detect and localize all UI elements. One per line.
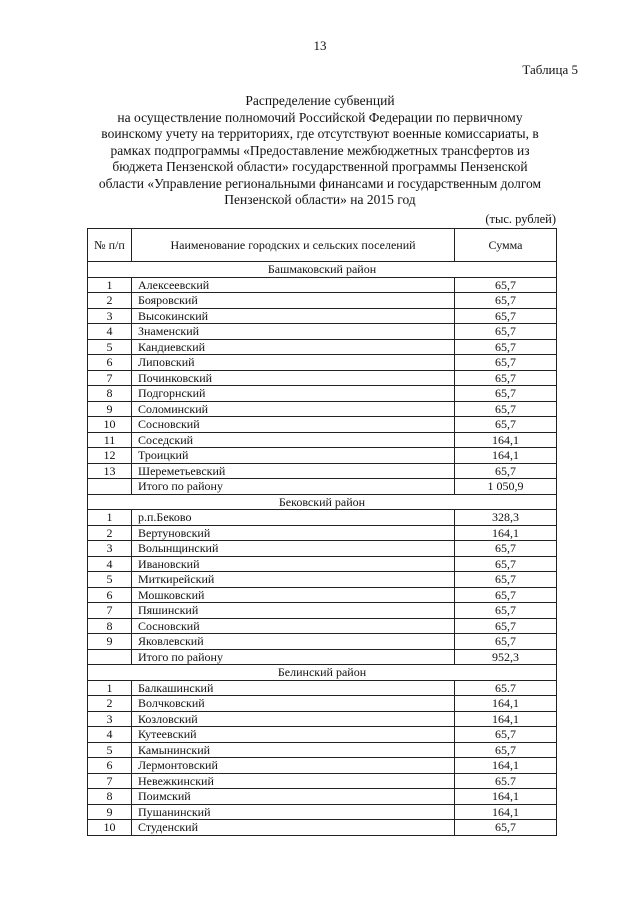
table-row [88, 696, 557, 712]
settlement-name: Итого по району [132, 649, 455, 665]
row-number: 11 [88, 432, 132, 448]
row-number: 4 [88, 324, 132, 340]
column-header-sum: Сумма [455, 229, 557, 262]
table-header-row [88, 229, 557, 262]
settlement-name: Балкашинский [132, 680, 455, 696]
table-row [88, 401, 557, 417]
column-header-num: № п/п [88, 229, 132, 262]
table-row [88, 572, 557, 588]
row-number: 3 [88, 541, 132, 557]
district-total-row [88, 479, 557, 495]
row-number: 6 [88, 587, 132, 603]
row-sum: 65,7 [455, 370, 557, 386]
table-row [88, 556, 557, 572]
table-row [88, 603, 557, 619]
row-sum: 65,7 [455, 401, 557, 417]
row-number: 10 [88, 417, 132, 433]
page-number: 13 [313, 38, 327, 53]
settlement-name: Волчковский [132, 696, 455, 712]
title-line: Распределение субвенций [245, 93, 395, 108]
row-sum: 65,7 [455, 386, 557, 402]
row-sum: 164,1 [455, 804, 557, 820]
settlement-name: Алексеевский [132, 277, 455, 293]
table-row [88, 293, 557, 309]
column-header-name: Наименование городских и сельских поселений [132, 229, 455, 262]
table-row [88, 339, 557, 355]
settlement-name: Бояровский [132, 293, 455, 309]
table-row [88, 773, 557, 789]
settlement-name: Высокинский [132, 308, 455, 324]
settlement-name: Невежкинский [132, 773, 455, 789]
table-label: Таблица 5 [522, 62, 578, 77]
settlement-name: Ивановский [132, 556, 455, 572]
row-number: 2 [88, 696, 132, 712]
row-sum: 65.7 [455, 773, 557, 789]
row-sum: 65,7 [455, 463, 557, 479]
row-number: 7 [88, 773, 132, 789]
row-number: 9 [88, 401, 132, 417]
title-line: Пензенской области» на 2015 год [224, 192, 416, 207]
row-number: 10 [88, 820, 132, 836]
row-number [88, 479, 132, 495]
row-sum: 164,1 [455, 432, 557, 448]
row-number: 12 [88, 448, 132, 464]
table-row [88, 432, 557, 448]
settlement-name: Пяшинский [132, 603, 455, 619]
table-row [88, 789, 557, 805]
row-sum: 65,7 [455, 587, 557, 603]
document-title [60, 93, 580, 209]
settlement-name: Шереметьевский [132, 463, 455, 479]
table-row [88, 324, 557, 340]
settlement-name: Студенский [132, 820, 455, 836]
row-number: 8 [88, 386, 132, 402]
row-sum: 65.7 [455, 680, 557, 696]
row-number: 8 [88, 618, 132, 634]
table-row [88, 541, 557, 557]
row-sum: 65,7 [455, 727, 557, 743]
settlement-name: Миткирейский [132, 572, 455, 588]
row-sum: 164,1 [455, 789, 557, 805]
settlement-name: р.п.Беково [132, 510, 455, 526]
table-row [88, 525, 557, 541]
settlement-name: Соседский [132, 432, 455, 448]
table-row [88, 804, 557, 820]
settlement-name: Сосновский [132, 618, 455, 634]
row-sum: 65,7 [455, 556, 557, 572]
settlement-name: Знаменский [132, 324, 455, 340]
table-row [88, 680, 557, 696]
settlement-name: Сосновский [132, 417, 455, 433]
row-number: 2 [88, 293, 132, 309]
table-row [88, 742, 557, 758]
table-row [88, 510, 557, 526]
row-number: 1 [88, 277, 132, 293]
table-row [88, 758, 557, 774]
row-sum: 65,7 [455, 308, 557, 324]
settlement-name: Подгорнский [132, 386, 455, 402]
table-row [88, 463, 557, 479]
table-row [88, 370, 557, 386]
row-sum: 65,7 [455, 324, 557, 340]
table-row [88, 711, 557, 727]
settlement-name: Козловский [132, 711, 455, 727]
district-header-row [88, 262, 557, 278]
row-number: 7 [88, 370, 132, 386]
row-number: 9 [88, 634, 132, 650]
row-sum: 164,1 [455, 758, 557, 774]
district-name: Белинский район [88, 665, 557, 681]
title-line: рамках подпрограммы «Предоставление межбюджетных трансфертов из [110, 142, 530, 158]
table-row [88, 277, 557, 293]
settlement-name: Яковлевский [132, 634, 455, 650]
row-sum: 65,7 [455, 572, 557, 588]
row-number: 5 [88, 742, 132, 758]
table-body [88, 262, 557, 836]
settlement-name: Починковский [132, 370, 455, 386]
settlement-name: Кутеевский [132, 727, 455, 743]
row-sum: 65,7 [455, 541, 557, 557]
table-row [88, 355, 557, 371]
row-number: 4 [88, 556, 132, 572]
row-sum: 65,7 [455, 339, 557, 355]
unit-label: (тыс. рублей) [485, 212, 556, 226]
title-line: бюджета Пензенской области» государственной программы Пензенской [112, 159, 528, 174]
row-number: 3 [88, 308, 132, 324]
title-line: области «Управление региональными финансами и государственным долгом [98, 175, 542, 191]
settlement-name: Пушанинский [132, 804, 455, 820]
row-sum: 65,7 [455, 603, 557, 619]
row-number [88, 649, 132, 665]
district-name: Бековский район [88, 494, 557, 510]
district-name: Башмаковский район [88, 262, 557, 278]
row-number: 3 [88, 711, 132, 727]
row-number: 8 [88, 789, 132, 805]
subsidy-table [87, 228, 557, 836]
settlement-name: Троицкий [132, 448, 455, 464]
row-number: 6 [88, 758, 132, 774]
settlement-name: Лермонтовский [132, 758, 455, 774]
settlement-name: Липовский [132, 355, 455, 371]
row-number: 6 [88, 355, 132, 371]
row-sum: 952,3 [455, 649, 557, 665]
row-sum: 65,7 [455, 618, 557, 634]
row-sum: 164,1 [455, 696, 557, 712]
row-sum: 65,7 [455, 634, 557, 650]
row-sum: 65,7 [455, 277, 557, 293]
row-sum: 164,1 [455, 525, 557, 541]
row-number: 7 [88, 603, 132, 619]
district-header-row [88, 494, 557, 510]
settlement-name: Кандиевский [132, 339, 455, 355]
district-header-row [88, 665, 557, 681]
row-number: 13 [88, 463, 132, 479]
table-row [88, 308, 557, 324]
row-sum: 164,1 [455, 448, 557, 464]
row-number: 5 [88, 572, 132, 588]
row-number: 1 [88, 680, 132, 696]
row-sum: 65,7 [455, 742, 557, 758]
row-sum: 65,7 [455, 355, 557, 371]
table-row [88, 820, 557, 836]
row-number: 2 [88, 525, 132, 541]
row-number: 9 [88, 804, 132, 820]
table-row [88, 386, 557, 402]
settlement-name: Соломинский [132, 401, 455, 417]
settlement-name: Итого по району [132, 479, 455, 495]
row-number: 1 [88, 510, 132, 526]
settlement-name: Вертуновский [132, 525, 455, 541]
title-line: воинскому учету на территориях, где отсутствуют военные комиссариаты, в [101, 126, 539, 141]
table-row [88, 448, 557, 464]
table-row [88, 634, 557, 650]
row-sum: 328,3 [455, 510, 557, 526]
settlement-name: Камынинский [132, 742, 455, 758]
title-line: на осуществление полномочий Российской Федерации по первичному [117, 109, 523, 125]
settlement-name: Волынщинский [132, 541, 455, 557]
row-sum: 1 050,9 [455, 479, 557, 495]
table-row [88, 727, 557, 743]
table-row [88, 417, 557, 433]
row-sum: 65,7 [455, 293, 557, 309]
row-number: 5 [88, 339, 132, 355]
row-sum: 65,7 [455, 417, 557, 433]
row-number: 4 [88, 727, 132, 743]
district-total-row [88, 649, 557, 665]
settlement-name: Мошковский [132, 587, 455, 603]
settlement-name: Поимский [132, 789, 455, 805]
row-sum: 164,1 [455, 711, 557, 727]
table-row [88, 618, 557, 634]
row-sum: 65,7 [455, 820, 557, 836]
table-row [88, 587, 557, 603]
